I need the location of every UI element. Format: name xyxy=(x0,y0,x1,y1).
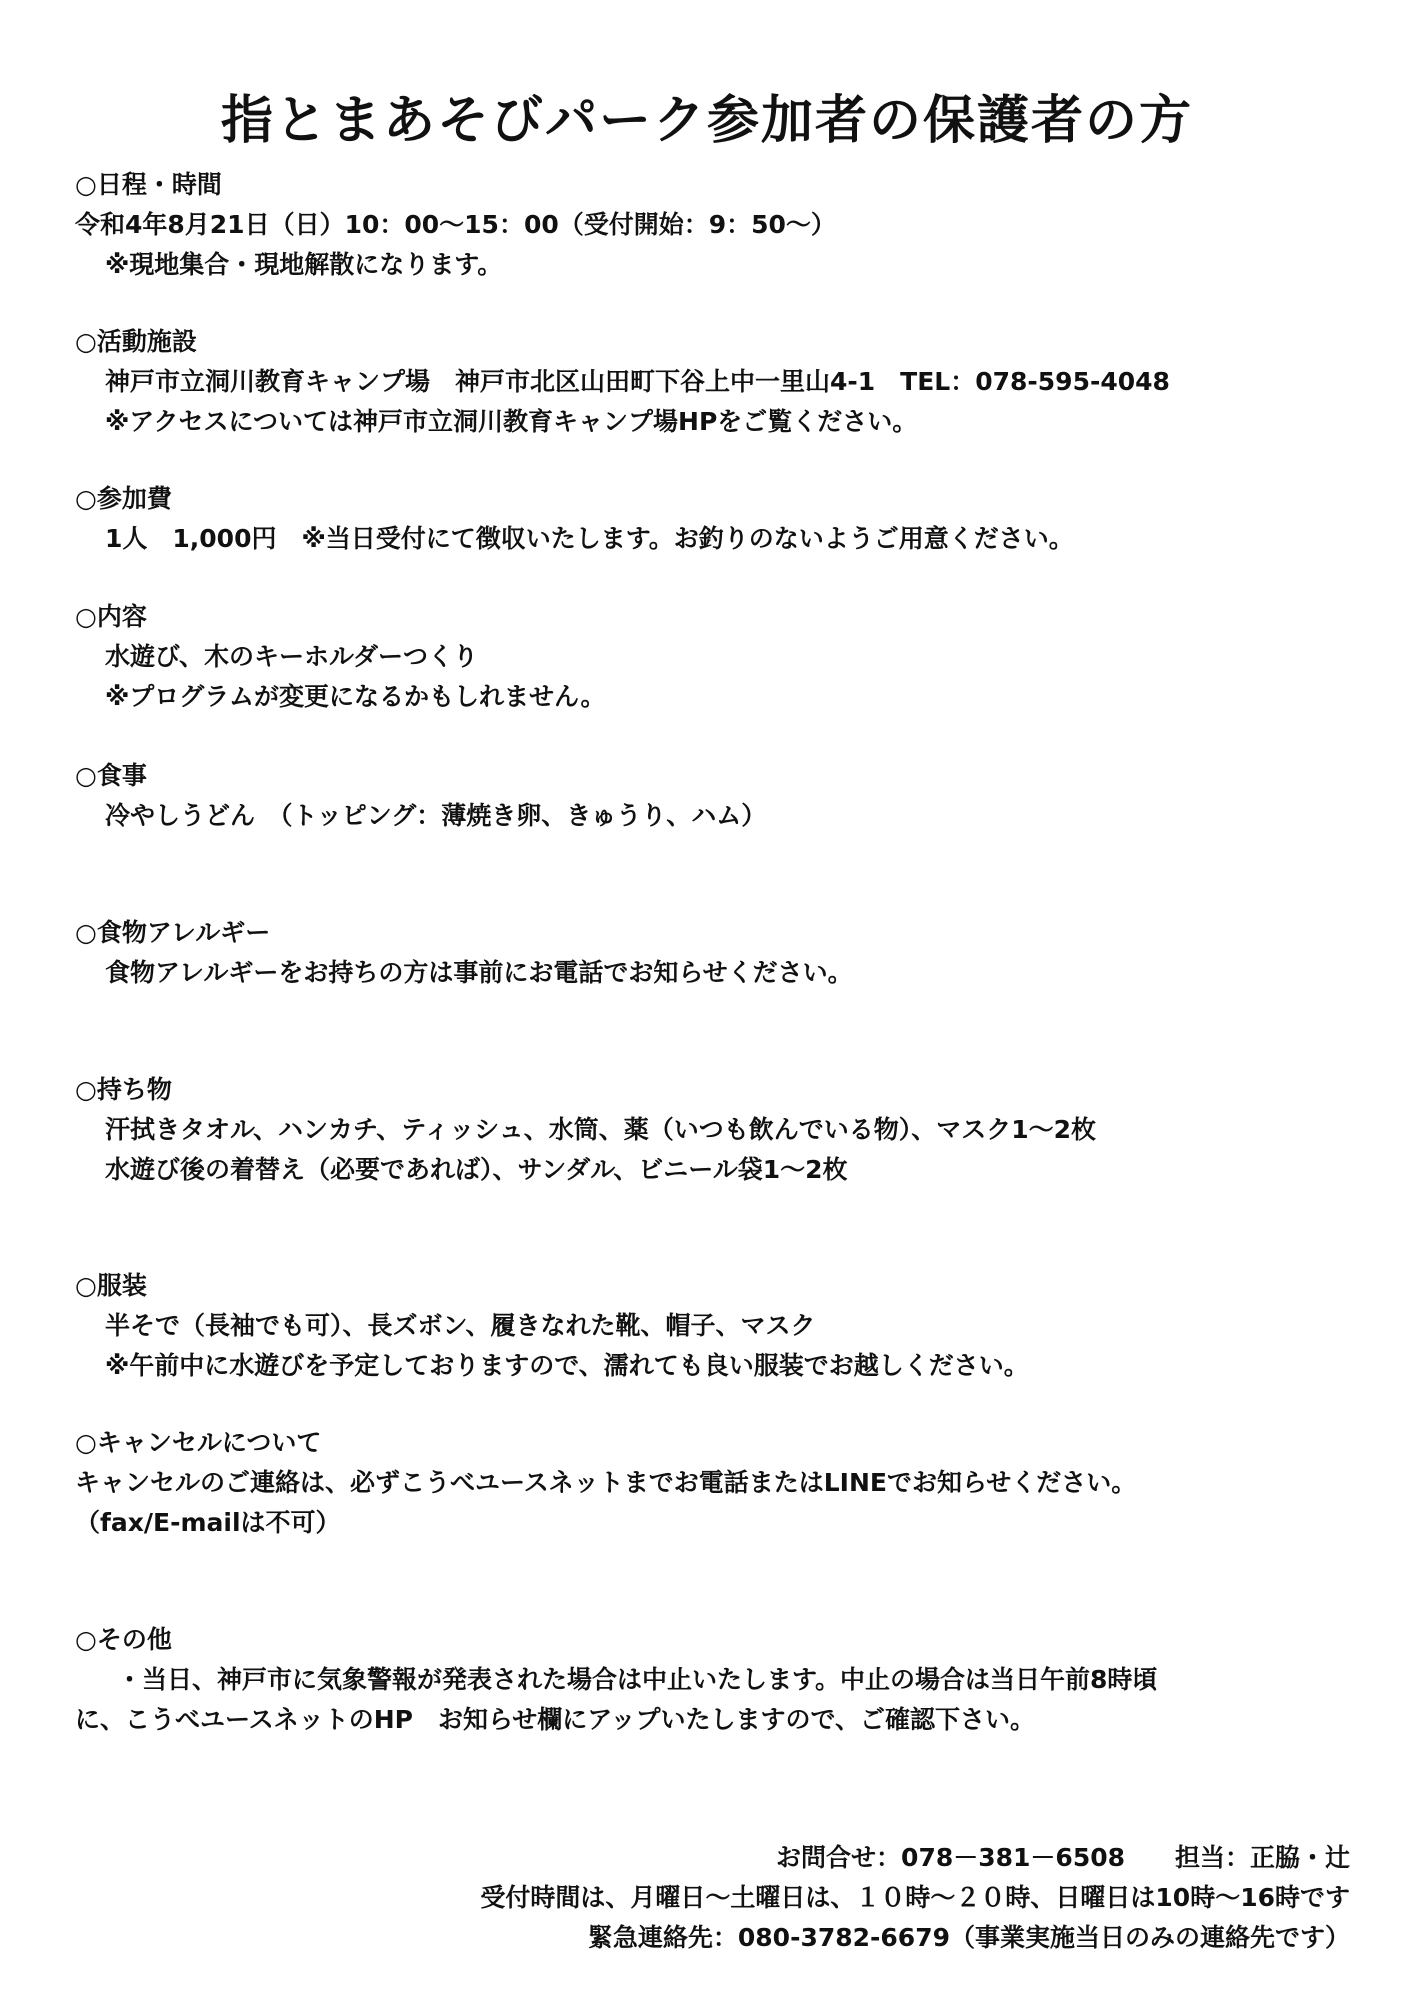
section-heading-fee: ○参加費 xyxy=(75,484,172,513)
fee-line: 1人 1,000円 ※当日受付にて徴収いたします。お釣りのないようご用意ください。 xyxy=(105,524,1074,553)
section-belongings xyxy=(75,1070,1365,1190)
other-line-2: に、こうべユースネットのHP お知らせ欄にアップいたしますので、ご確認下さい。 xyxy=(75,1705,1035,1734)
content-activities-line: 水遊び、木のキーホルダーつくり xyxy=(105,642,479,671)
belongings-line-1: 汗拭きタオル、ハンカチ、ティッシュ、水筒、薬（いつも飲んでいる物）、マスク1〜2枚 xyxy=(105,1115,1097,1144)
section-schedule xyxy=(75,165,1365,285)
section-heading-clothing: ○服装 xyxy=(75,1271,147,1300)
section-heading-meal: ○食事 xyxy=(75,761,147,790)
section-fee xyxy=(75,479,1365,559)
schedule-date-line: 令和4年8月21日（日）10：00〜15：00（受付開始：9：50〜） xyxy=(75,210,836,239)
contact-emergency-line: 緊急連絡先：080-3782-6679（事業実施当日のみの連絡先です） xyxy=(587,1923,1350,1952)
contact-inquiry-line: お問合せ：078－381－6508 担当：正脇・辻 xyxy=(776,1843,1350,1872)
section-heading-cancel: ○キャンセルについて xyxy=(75,1428,322,1457)
section-clothing xyxy=(75,1266,1365,1386)
cancel-note-line: （fax/E-mailは不可） xyxy=(75,1508,341,1537)
section-heading-belongings: ○持ち物 xyxy=(75,1075,172,1104)
section-cancel xyxy=(75,1423,1365,1543)
cancel-line: キャンセルのご連絡は、必ずこうべユースネットまでお電話またはLINEでお知らせください。 xyxy=(75,1468,1137,1497)
section-facility xyxy=(75,322,1365,442)
section-heading-content: ○内容 xyxy=(75,602,147,631)
contact-hours-line: 受付時間は、月曜日〜土曜日は、１０時〜２０時、日曜日は10時〜16時です xyxy=(480,1883,1350,1912)
belongings-line-2: 水遊び後の着替え（必要であれば）、サンダル、ビニール袋1〜2枚 xyxy=(105,1155,848,1184)
section-heading-schedule: ○日程・時間 xyxy=(75,170,222,199)
section-allergy xyxy=(75,913,1365,993)
content-note-line: ※プログラムが変更になるかもしれません。 xyxy=(105,682,606,711)
section-other xyxy=(75,1620,1365,1740)
section-heading-allergy: ○食物アレルギー xyxy=(75,918,271,947)
schedule-note-line: ※現地集合・現地解散になります。 xyxy=(105,250,503,279)
facility-access-note: ※アクセスについては神戸市立洞川教育キャンプ場HPをご覧ください。 xyxy=(105,407,918,436)
contact-footer xyxy=(480,1838,1350,1958)
clothing-line: 半そで（長袖でも可）、長ズボン、履きなれた靴、帽子、マスク xyxy=(105,1311,816,1340)
meal-line: 冷やしうどん （トッピング：薄焼き卵、きゅうり、ハム） xyxy=(105,801,767,830)
section-content xyxy=(75,597,1365,717)
other-line-1: ・当日、神戸市に気象警報が発表された場合は中止いたします。中止の場合は当日午前8時頃 xyxy=(117,1665,1158,1694)
section-heading-other: ○その他 xyxy=(75,1625,172,1654)
allergy-line: 食物アレルギーをお持ちの方は事前にお電話でお知らせください。 xyxy=(105,958,853,987)
clothing-note-line: ※午前中に水遊びを予定しておりますので、濡れても良い服装でお越しください。 xyxy=(105,1351,1029,1380)
page-title: 指とまあそびパーク参加者の保護者の方 xyxy=(220,91,1193,151)
facility-address-line: 神戸市立洞川教育キャンプ場 神戸市北区山田町下谷上中一里山4-1 TEL：078-595-4048 xyxy=(105,367,1170,396)
section-heading-facility: ○活動施設 xyxy=(75,327,197,356)
section-meal xyxy=(75,756,1365,836)
